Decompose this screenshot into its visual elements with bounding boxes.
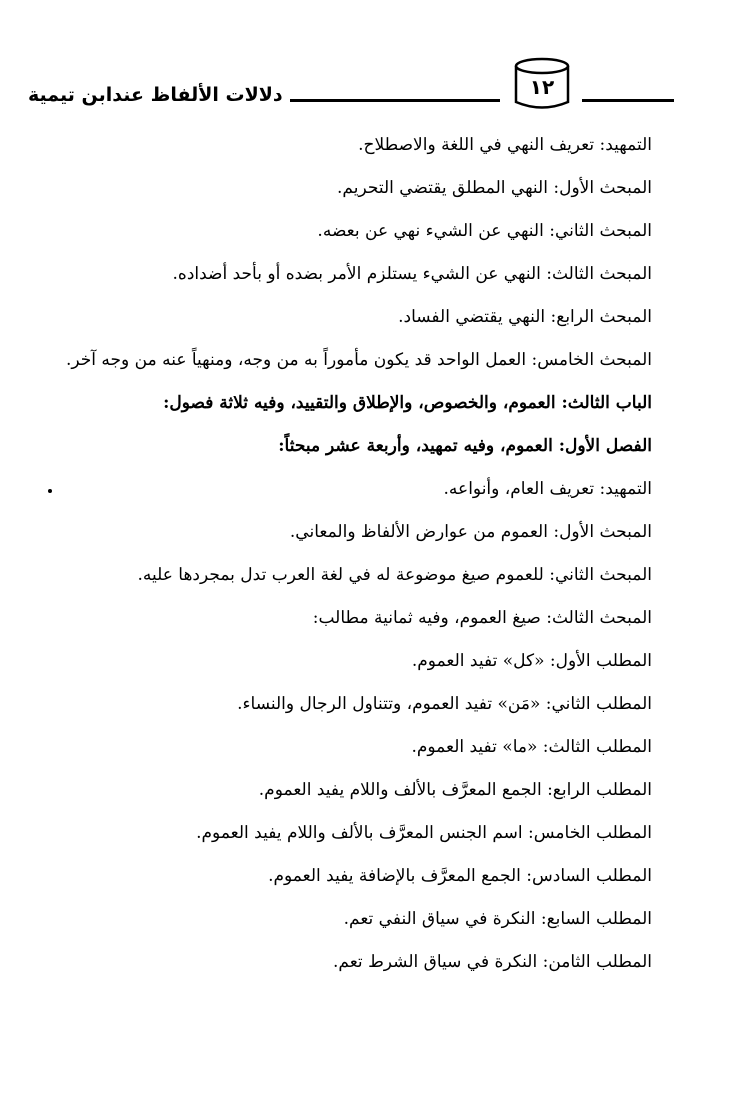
list-item: المبحث الرابع: النهي يقتضي الفساد. [398, 307, 652, 327]
contents-list [40, 124, 652, 984]
section-heading: الفصل الأول: العموم، وفيه تمهيد، وأربعة عشر مبحثاً: [278, 436, 652, 456]
list-item: المطلب الرابع: الجمع المعرَّف بالألف واللام يفيد العموم. [258, 780, 652, 800]
running-title: دلالات الألفاظ عندابن تيمية [28, 84, 283, 106]
list-item: المبحث الثالث: النهي عن الشيء يستلزم الأمر بضده أو بأحد أضداده. [172, 264, 652, 284]
list-item: المطلب الأول: «كل» تفيد العموم. [411, 651, 652, 671]
page-number: ١٢ [529, 75, 555, 99]
list-item: المطلب السابع: النكرة في سياق النفي تعم. [343, 909, 652, 929]
header-rule-left [290, 99, 500, 102]
list-item: المطلب الثاني: «مَن» تفيد العموم، وتتناول الرجال والنساء. [237, 694, 652, 714]
list-item: المبحث الثاني: للعموم صيغ موضوعة له في لغة العرب تدل بمجردها عليه. [137, 565, 652, 585]
header-rule-right [582, 99, 674, 102]
list-item: التمهيد: تعريف النهي في اللغة والاصطلاح. [358, 135, 652, 155]
list-item: المبحث الأول: العموم من عوارض الألفاظ والمعاني. [289, 522, 652, 542]
section-heading: الباب الثالث: العموم، والخصوص، والإطلاق والتقييد، وفيه ثلاثة فصول: [163, 393, 652, 413]
page-header [0, 0, 755, 120]
list-item: المطلب الثالث: «ما» تفيد العموم. [411, 737, 652, 757]
list-item: المبحث الخامس: العمل الواحد قد يكون مأموراً به من وجه، ومنهياً عنه من وجه آخر. [65, 350, 652, 370]
list-item: المبحث الثالث: صيغ العموم، وفيه ثمانية مطالب: [312, 608, 652, 628]
list-item: المطلب الثامن: النكرة في سياق الشرط تعم. [333, 952, 652, 972]
list-item: التمهيد: تعريف العام، وأنواعه. [443, 479, 652, 499]
list-item: المطلب السادس: الجمع المعرَّف بالإضافة يفيد العموم. [268, 866, 652, 886]
page-number-badge [510, 55, 574, 113]
list-item: المطلب الخامس: اسم الجنس المعرَّف بالألف واللام يفيد العموم. [196, 823, 652, 843]
list-item: المبحث الثاني: النهي عن الشيء نهي عن بعضه. [317, 221, 652, 241]
list-item: المبحث الأول: النهي المطلق يقتضي التحريم. [337, 178, 652, 198]
